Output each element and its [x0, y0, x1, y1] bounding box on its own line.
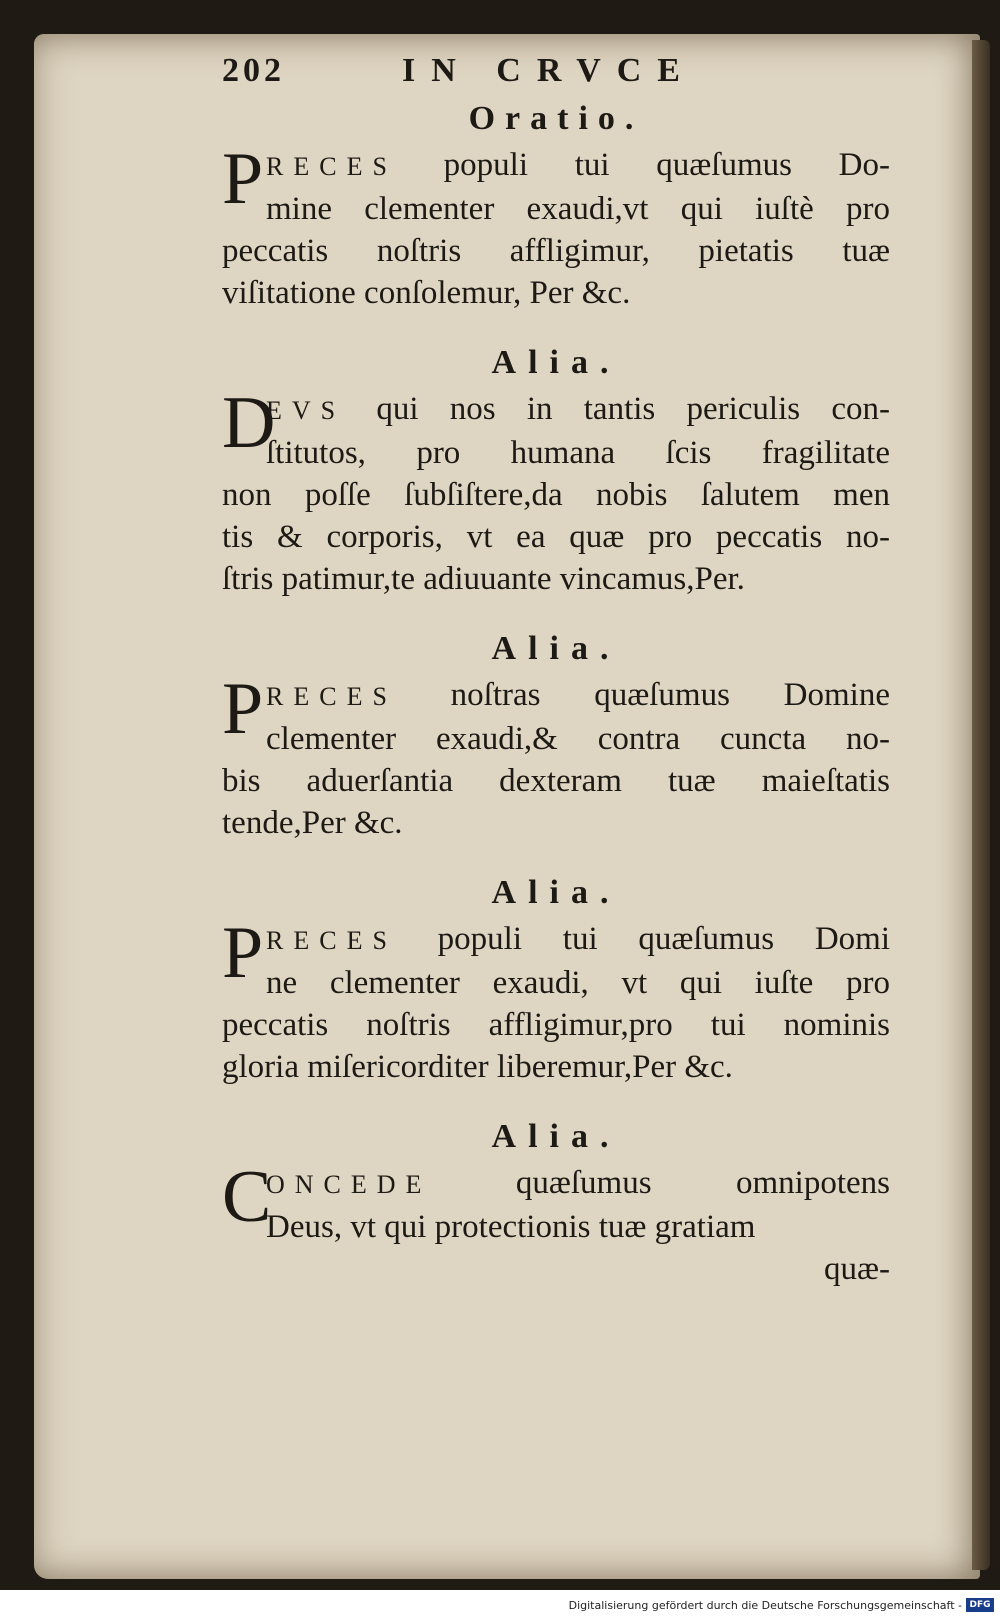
line-text: clementer exaudi,& contra cuncta no-: [266, 721, 890, 757]
text-line: [222, 1046, 890, 1088]
prayer-paragraph: [222, 1156, 890, 1248]
line-text: peccatis noſtris affligimur,pro tui nominis: [222, 1007, 890, 1043]
line-text: tis & corporis, vt ea quæ pro peccatis no-: [222, 519, 890, 555]
section-heading: Alia.: [491, 344, 621, 381]
text-line: [222, 1004, 890, 1046]
line-text: noſtras quæſumus Domine: [396, 677, 890, 713]
dropcap: P: [222, 668, 264, 750]
page-number: 202: [222, 52, 285, 89]
line-text: mine clementer exaudi,vt qui iuſtè pro: [266, 191, 890, 227]
small-caps-word: RECES: [266, 152, 397, 181]
line-text: viſitatione conſolemur, Per &c.: [222, 275, 631, 311]
dropcap: D: [222, 382, 276, 464]
prayer-paragraph: [222, 138, 890, 314]
text-line: [222, 760, 890, 802]
text-line: [222, 272, 890, 314]
text-line: [222, 516, 890, 558]
text-line: [222, 674, 890, 718]
prayer-sections: [222, 98, 890, 1248]
text-line: [222, 432, 890, 474]
text-line: [222, 558, 890, 600]
section-spacer: [222, 1088, 890, 1110]
text-line: [222, 144, 890, 188]
line-text: Deus, vt qui protectionis tuæ gratiam: [266, 1209, 756, 1245]
text-line: [222, 388, 890, 432]
dfg-logo: DFG: [966, 1598, 994, 1612]
line-text: non poſſe ſubſiſtere,da nobis ſalutem men: [222, 477, 890, 513]
line-text: populi tui quæſumus Do-: [396, 147, 890, 183]
text-line: [222, 230, 890, 272]
line-text: populi tui quæſumus Domi: [396, 921, 890, 957]
section-heading: Alia.: [491, 874, 621, 911]
small-caps-word: RECES: [266, 926, 397, 955]
text-line: [222, 718, 890, 760]
dropcap: C: [222, 1156, 272, 1238]
small-caps-word: ONCEDE: [266, 1170, 432, 1199]
section-heading: Alia.: [491, 1118, 621, 1155]
section-spacer: [222, 314, 890, 336]
dropcap: P: [222, 912, 264, 994]
line-text: bis aduerſantia dexteram tuæ maieſtatis: [222, 763, 890, 799]
line-text: ne clementer exaudi, vt qui iuſte pro: [266, 965, 890, 1001]
section-heading: Oratio.: [468, 100, 644, 137]
running-head: IN CRVCE: [402, 52, 696, 89]
footer-credit: Digitalisierung gefördert durch die Deutsche Forschungsgemeinschaft -: [568, 1599, 962, 1612]
text-line: [222, 1206, 890, 1248]
section-spacer: [222, 844, 890, 866]
line-text: tende,Per &c.: [222, 805, 403, 841]
line-text: gloria miſericorditer liberemur,Per &c.: [222, 1049, 733, 1085]
text-line: [222, 962, 890, 1004]
line-text: qui nos in tantis periculis con-: [345, 391, 890, 427]
page-header: [222, 50, 890, 98]
page-edge: [972, 40, 990, 1570]
section-spacer: [222, 600, 890, 622]
text-block: [222, 50, 890, 1290]
text-line: [222, 802, 890, 844]
section-heading: Alia.: [491, 630, 621, 667]
catchword: quæ-: [824, 1251, 890, 1287]
text-line: [222, 918, 890, 962]
line-text: peccatis noſtris affligimur, pietatis tuæ: [222, 233, 890, 269]
line-text: quæſumus omnipotens: [431, 1165, 890, 1201]
text-line: [222, 188, 890, 230]
text-line: [222, 1162, 890, 1206]
prayer-paragraph: [222, 668, 890, 844]
prayer-paragraph: [222, 382, 890, 600]
small-caps-word: EVS: [266, 396, 346, 425]
line-text: ſtitutos, pro humana ſcis fragilitate: [266, 435, 890, 471]
small-caps-word: RECES: [266, 682, 397, 711]
text-line: [222, 474, 890, 516]
line-text: ſtris patimur,te adiuuante vincamus,Per.: [222, 561, 745, 597]
footer-bar: [0, 1590, 1000, 1624]
dropcap: P: [222, 138, 264, 220]
prayer-paragraph: [222, 912, 890, 1088]
